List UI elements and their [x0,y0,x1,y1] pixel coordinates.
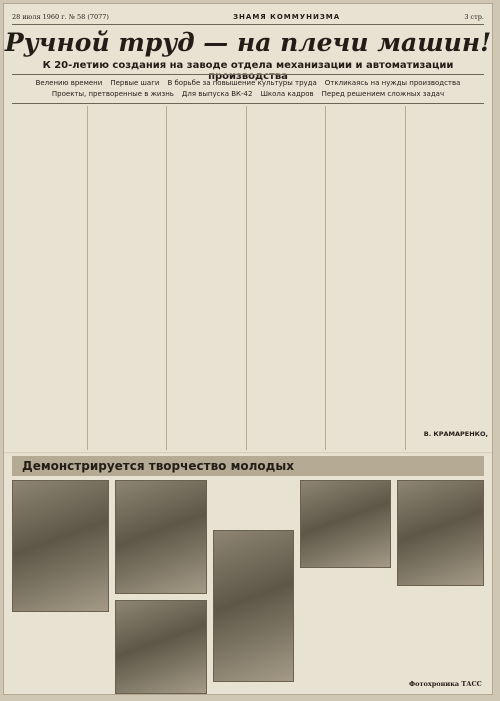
slogan-item: Школа кадров [260,90,314,98]
slogan-item: Откликаясь на нужды производства [324,79,461,87]
photo [115,600,208,694]
photo-column [213,480,294,690]
issue-date: 28 июля 1960 г. № 58 (7077) [12,13,109,21]
slogan-item: Проекты, претворенные в жизнь [51,90,174,98]
article-column [12,106,88,450]
article-column [171,106,247,450]
article-column [92,106,168,450]
slogan-item: Перед решением сложных задач [321,90,445,98]
article-column [251,106,327,450]
article-signature: В. КРАМАРЕНКО, [423,430,488,438]
main-headline: Ручной труд — на плечи машин! [4,28,492,57]
newspaper-page [4,4,492,694]
photo [213,530,294,682]
photo-credit: Фотохроника ТАСС [409,680,482,688]
paper-title: ЗНАМЯ КОММУНИЗМА [233,13,341,21]
photo-column [12,480,109,690]
article-column [410,106,485,450]
photo [12,480,109,612]
article-columns [12,106,484,450]
slogan-item: Велению времени [35,79,103,87]
slogan-item: Для выпуска ВК-42 [181,90,253,98]
photo-column [300,480,391,690]
slogan-item: В борьбе за повышение культуры труда [167,79,317,87]
photo [115,480,208,594]
photo-column [115,480,208,690]
sub-headline: К 20-летию создания на заводе отдела механизации и автоматизации производства [42,60,454,82]
article-column [330,106,406,450]
page-number: 3 стр. [464,13,484,21]
photo [300,480,391,568]
slogan-item: Первые шаги [110,79,160,87]
bottom-photo-block [12,480,484,690]
page-fold [4,452,492,454]
masthead [12,10,484,25]
slogan-strip [12,74,484,104]
section-title: Демонстрируется творчество молодых [12,456,484,476]
photo-column [397,480,484,690]
photo [397,480,484,586]
